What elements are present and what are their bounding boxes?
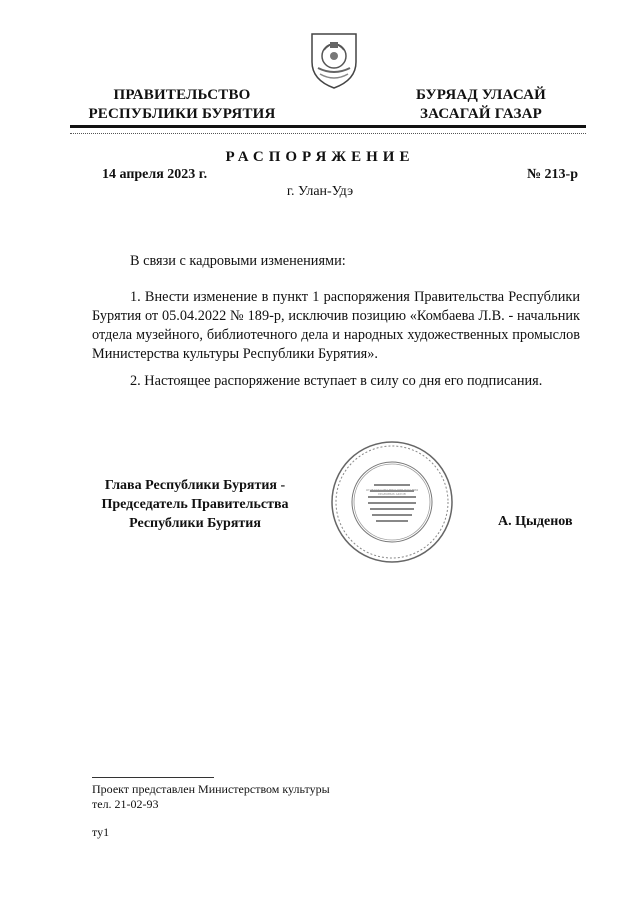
header-divider-thick [70, 125, 586, 128]
official-seal-icon [330, 440, 454, 564]
document-city: г. Улан-Удэ [286, 184, 354, 199]
header-right-line1: БУРЯАД УЛАСАЙ [415, 87, 547, 103]
body-item-2: 2. Настоящее распоряжение вступает в силу со дня его подписания. [130, 373, 543, 389]
document-number: № 213-р [526, 167, 578, 182]
header-left [82, 86, 282, 124]
body-intro: В связи с кадровыми изменениями: [130, 253, 346, 269]
seal-text: ОТДЕЛ ПО ОРГАНИЗАЦИИ ИЗДАНИЯ ПРАВОВЫХ АКТОВ [365, 488, 419, 496]
signature-position-line2: Председатель Правительства [101, 497, 289, 512]
footer-divider [92, 777, 214, 778]
document-title: РАСПОРЯЖЕНИЕ [225, 149, 415, 165]
body-item-1: 1. Внести изменение в пункт 1 распоряжения Правительства Республики Бурятия от 05.04.2022 № 189-р, исключив позицию «Комбаева Л.В. - начальник отдела музейного, библиотечного дела и народных художественных промыслов Министерства культуры Республики Бурятия». [92, 289, 580, 362]
signature-position [78, 476, 312, 533]
footer-note: Проект представлен Министерством культуры [92, 782, 330, 796]
header-left-line2: РЕСПУБЛИКИ БУРЯТИЯ [88, 106, 276, 122]
header-right [386, 86, 576, 124]
footer-phone: тел. 21-02-93 [92, 797, 159, 811]
signatory-name: А. Цыденов [498, 514, 573, 529]
footer-code: ту1 [92, 825, 110, 839]
header-left-line1: ПРАВИТЕЛЬСТВО [113, 87, 251, 103]
emblem-icon [306, 28, 362, 90]
document-date: 14 апреля 2023 г. [102, 167, 208, 182]
signature-position-line1: Глава Республики Бурятия - [104, 478, 286, 493]
signature-position-line3: Республики Бурятия [129, 516, 261, 531]
header-divider-thin [70, 133, 586, 134]
header-right-line2: ЗАСАГАЙ ГАЗАР [420, 106, 542, 122]
